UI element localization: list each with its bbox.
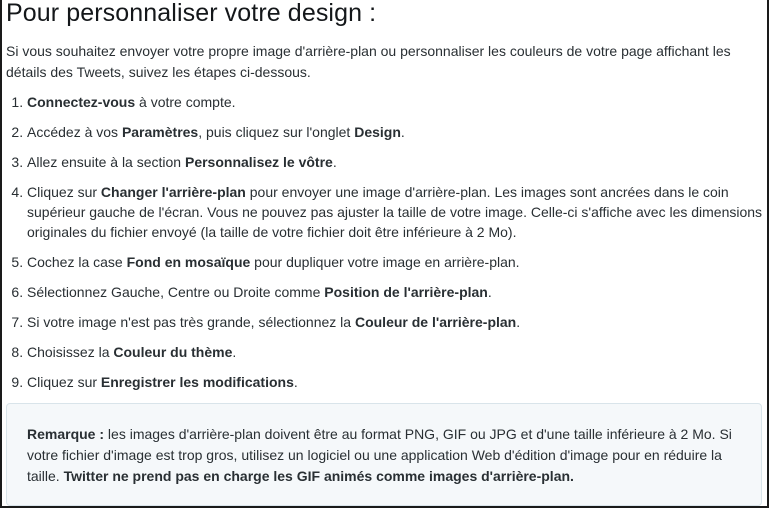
text-run: , puis cliquez sur l'onglet [198, 124, 355, 140]
note-box [6, 403, 762, 506]
text-run: pour dupliquer votre image en arrière-plan. [250, 254, 520, 270]
step-item [27, 282, 767, 302]
bold-term: Remarque : [27, 426, 105, 442]
bold-term: Couleur du thème [113, 344, 233, 360]
bold-term: Fond en mosaïque [126, 254, 251, 270]
text-run: . [487, 284, 492, 300]
text-run: pour envoyer une image d'arrière-plan. Les images sont ancrées dans le coin supérieur gauche de l'écran. Vous ne pouvez pas ajuster la taille de votre image. Celle-ci s'affiche avec les dimensions originales du fichier envoyé (la taille de votre fichier doit être inférieure à 2 Mo). [27, 184, 763, 240]
intro-text: Si vous souhaitez envoyer votre propre image d'arrière-plan ou personnaliser les couleurs de votre page affichant les détails des Tweets, suivez les étapes ci-dessous. [6, 43, 731, 80]
step-item [27, 92, 767, 112]
text-run: Si votre image n'est pas très grande, sélectionnez la [27, 314, 355, 330]
text-run: . [232, 344, 237, 360]
text-run: les images d'arrière-plan doivent être au format PNG, GIF ou JPG et d'une taille inférieure à 2 Mo. Si votre fichier d'image est trop gros, utilisez un logiciel ou une application Web d'édition d'image pour en réduire la taille. [27, 426, 732, 484]
text-run: Allez ensuite à la section [27, 154, 185, 170]
text-run: Cliquez sur [27, 374, 101, 390]
text-run: Choisissez la [27, 344, 114, 360]
text-run: . [400, 124, 405, 140]
text-run: . [516, 314, 521, 330]
step-item [27, 372, 767, 392]
bold-term: Changer l'arrière-plan [100, 184, 246, 200]
bold-term: Couleur de l'arrière-plan [354, 314, 517, 330]
step-item [27, 182, 767, 242]
bold-term: Design [354, 124, 401, 140]
text-run: Sélectionnez Gauche, Centre ou Droite comme [27, 284, 325, 300]
step-item [27, 122, 767, 142]
text-run: . [293, 374, 298, 390]
text-run: Cliquez sur [27, 184, 101, 200]
bold-term: Twitter ne prend pas en charge les GIF animés comme images d'arrière-plan. [63, 468, 574, 484]
step-item [27, 252, 767, 272]
bold-term: Personnalisez le vôtre [184, 154, 333, 170]
step-item [27, 312, 767, 332]
text-run: à votre compte. [135, 94, 236, 110]
text-run: . [332, 154, 337, 170]
step-item [27, 152, 767, 172]
bold-term: Position de l'arrière-plan [324, 284, 488, 300]
bold-term: Connectez-vous [27, 94, 136, 110]
bold-term: Paramètres [121, 124, 199, 140]
bold-term: Enregistrer les modifications [100, 374, 294, 390]
step-item [27, 342, 767, 362]
section-title: Pour personnaliser votre design : [6, 0, 377, 27]
text-run: Accédez à vos [27, 124, 122, 140]
steps-list [6, 92, 767, 402]
text-run: Cochez la case [27, 254, 127, 270]
